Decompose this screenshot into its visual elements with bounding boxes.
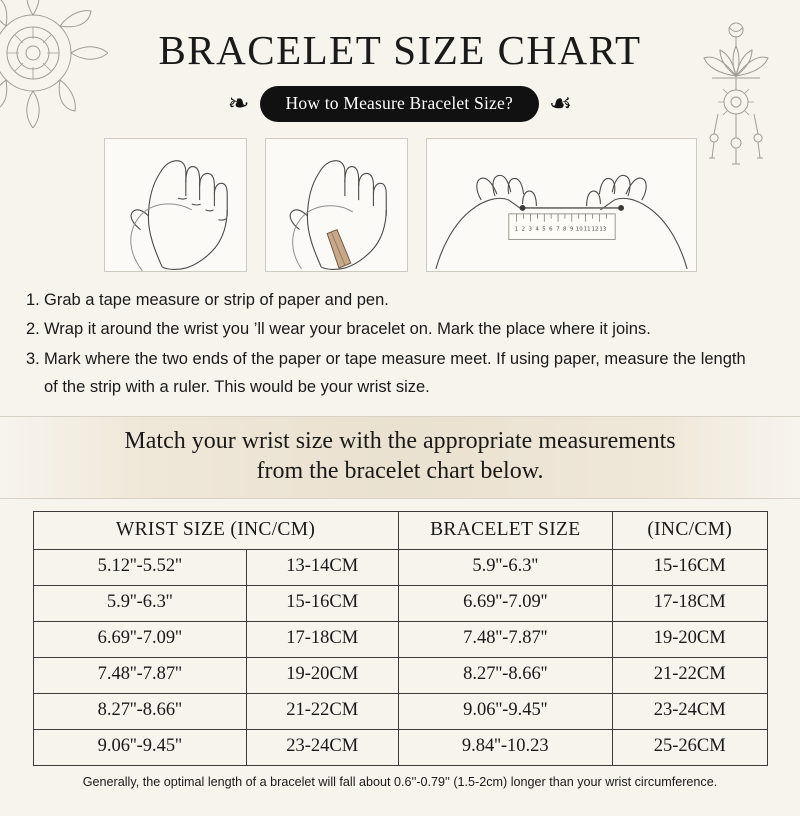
- step-text: Mark where the two ends of the paper or tape measure meet. If using paper, measure the length of the strip with a ruler. This would be your wrist size.: [44, 349, 746, 397]
- header-bracelet-units: (INC/CM): [612, 511, 767, 549]
- cell-bracelet-inch: 5.9''-6.3'': [398, 549, 612, 585]
- svg-text:10: 10: [575, 226, 583, 233]
- step-text: Wrap it around the wrist you ’ll wear your bracelet on. Mark the place where it joins.: [44, 320, 651, 339]
- svg-text:12: 12: [591, 226, 598, 233]
- table-row: [33, 729, 767, 765]
- cell-wrist-cm: 17-18CM: [246, 621, 398, 657]
- table-header-row: [33, 511, 767, 549]
- svg-text:13: 13: [598, 226, 606, 233]
- flourish-right-icon: ☙: [548, 89, 573, 119]
- instruction-steps: [26, 286, 762, 402]
- footnote-text: Generally, the optimal length of a bracelet will fall about 0.6''-0.79'' (1.5-2cm) longer than your wrist circumference.: [82, 774, 718, 789]
- svg-text:4: 4: [534, 226, 539, 233]
- svg-text:3: 3: [528, 226, 532, 233]
- svg-text:6: 6: [548, 226, 553, 233]
- cell-wrist-cm: 21-22CM: [246, 693, 398, 729]
- cell-bracelet-inch: 9.06''-9.45'': [398, 693, 612, 729]
- svg-text:1: 1: [514, 226, 518, 233]
- svg-text:2: 2: [521, 226, 525, 233]
- step-number: 1.: [26, 291, 40, 309]
- svg-text:9: 9: [569, 226, 573, 233]
- svg-text:11: 11: [583, 226, 591, 233]
- cell-wrist-cm: 23-24CM: [246, 729, 398, 765]
- table-row: [33, 657, 767, 693]
- cell-bracelet-cm: 25-26CM: [612, 729, 767, 765]
- cell-bracelet-cm: 21-22CM: [612, 657, 767, 693]
- hand-with-paper-strip-photo: [265, 138, 408, 272]
- cell-wrist-cm: 13-14CM: [246, 549, 398, 585]
- svg-text:8: 8: [562, 226, 566, 233]
- cell-bracelet-cm: 15-16CM: [612, 549, 767, 585]
- cell-wrist-inch: 7.48''-7.87'': [33, 657, 246, 693]
- cell-bracelet-cm: 23-24CM: [612, 693, 767, 729]
- hand-with-tape-measure-photo: [104, 138, 247, 272]
- cell-bracelet-cm: 19-20CM: [612, 621, 767, 657]
- cell-wrist-inch: 6.69''-7.09'': [33, 621, 246, 657]
- instruction-photo-row: [0, 138, 800, 272]
- cell-bracelet-inch: 8.27''-8.66'': [398, 657, 612, 693]
- header-bracelet-size: BRACELET SIZE: [398, 511, 612, 549]
- step-number: 3.: [26, 349, 40, 368]
- cell-wrist-inch: 5.9''-6.3'': [33, 585, 246, 621]
- cell-bracelet-inch: 6.69''-7.09'': [398, 585, 612, 621]
- table-row: [33, 621, 767, 657]
- cell-wrist-cm: 15-16CM: [246, 585, 398, 621]
- table-row: [33, 549, 767, 585]
- match-banner: [0, 416, 800, 499]
- size-table: [33, 511, 768, 766]
- cell-bracelet-cm: 17-18CM: [612, 585, 767, 621]
- step-number: 2.: [26, 320, 40, 339]
- cell-bracelet-inch: 9.84''-10.23: [398, 729, 612, 765]
- flourish-left-icon: ❧: [227, 89, 250, 119]
- list-item: [26, 286, 762, 314]
- cell-bracelet-inch: 7.48''-7.87'': [398, 621, 612, 657]
- step-text: Grab a tape measure or strip of paper and pen.: [44, 291, 389, 309]
- cell-wrist-inch: 5.12''-5.52'': [33, 549, 246, 585]
- cell-wrist-cm: 19-20CM: [246, 657, 398, 693]
- list-item: [26, 315, 762, 343]
- banner-line-2: from the bracelet chart below.: [256, 458, 544, 485]
- hands-measuring-strip-with-ruler-photo: [426, 138, 697, 272]
- subtitle-row: [0, 86, 800, 122]
- list-item: [26, 345, 762, 402]
- subtitle-pill: How to Measure Bracelet Size?: [260, 86, 539, 122]
- table-row: [33, 693, 767, 729]
- banner-line-1: Match your wrist size with the appropriate measurements: [124, 427, 676, 454]
- page-title: BRACELET SIZE CHART: [158, 27, 642, 73]
- cell-wrist-inch: 8.27''-8.66'': [33, 693, 246, 729]
- header-wrist-size: WRIST SIZE (INC/CM): [33, 511, 398, 549]
- svg-text:7: 7: [555, 226, 560, 233]
- table-row: [33, 585, 767, 621]
- cell-wrist-inch: 9.06''-9.45'': [33, 729, 246, 765]
- svg-text:5: 5: [541, 226, 546, 233]
